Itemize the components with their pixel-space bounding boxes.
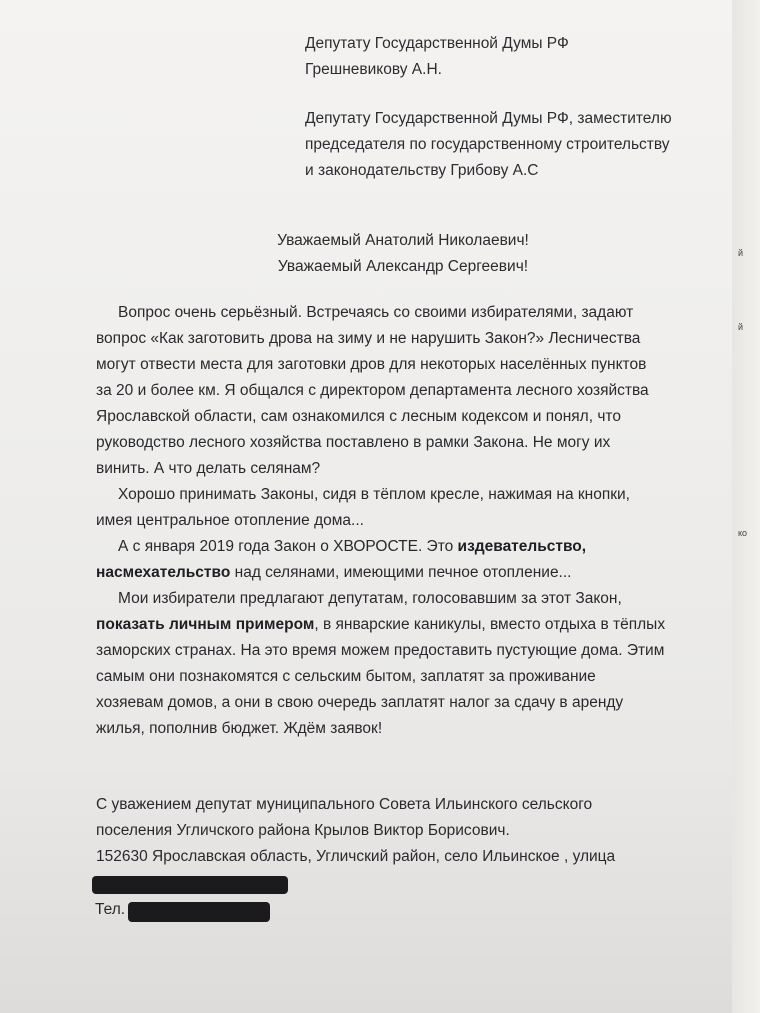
addressee-block-2 (305, 106, 672, 184)
addressee-line: и законодательству Грибову А.С (305, 162, 539, 179)
address-line: 152630 Ярославская область, Угличский район, село Ильинское , улица (96, 848, 616, 865)
body-text-span: А с января 2019 года Закон о ХВОРОСТЕ. Это (118, 538, 458, 555)
background-sheet-edge (732, 0, 760, 1013)
body-line: самым они познакомятся с сельским бытом, заплатят за проживание (96, 668, 596, 685)
body-text-span: , в январские каникулы, вместо отдыха в тёплых (314, 616, 666, 633)
addressee-line: председателя по государственному строительству (305, 136, 670, 153)
paragraph-3 (96, 534, 696, 586)
signature-line: поселения Угличского района Крылов Виктор Борисович. (96, 822, 510, 839)
edge-text-fragment: ко (738, 528, 748, 538)
letter-body (96, 300, 696, 742)
body-line: винить. А что делать селянам? (96, 460, 321, 477)
body-line: Вопрос очень серьёзный. Встречаясь со своими избирателями, задают (118, 304, 634, 321)
body-line: руководство лесного хозяйства поставлено в рамки Закона. Не могу их (96, 434, 611, 451)
paragraph-4 (96, 586, 696, 742)
body-line: Хорошо принимать Законы, сидя в тёплом кресле, нажимая на кнопки, (118, 486, 630, 503)
addressee-line: Депутату Государственной Думы РФ, заместителю (305, 110, 672, 127)
addressee-line: Депутату Государственной Думы РФ (305, 35, 569, 52)
body-line: заморских странах. На это время можем предоставить пустующие дома. Этим (96, 642, 665, 659)
body-line: вопрос «Как заготовить дрова на зиму и не нарушить Закон?» Лесничества (96, 330, 641, 347)
body-line: жилья, пополнив бюджет. Ждём заявок! (96, 720, 383, 737)
signature-block (96, 792, 615, 870)
bold-phrase: издевательство, (457, 538, 587, 555)
body-line: Ярославской области, сам ознакомился с лесным кодексом и понял, что (96, 408, 621, 425)
body-line: за 20 и более км. Я общался с директором департамента лесного хозяйства (96, 382, 649, 399)
redaction-bar-address (92, 876, 288, 894)
salutation (0, 228, 736, 280)
addressee-line: Грешневикову А.Н. (305, 61, 442, 78)
body-line (96, 560, 696, 586)
body-line (96, 534, 696, 560)
edge-text-fragment: й (738, 322, 744, 332)
body-line (96, 612, 696, 638)
body-line: имея центральное отопление дома... (96, 512, 364, 529)
body-line: могут отвести места для заготовки дров для некоторых населённых пунктов (96, 356, 647, 373)
body-text-span: над селянами, имеющими печное отопление... (230, 564, 572, 581)
salutation-line-2: Уважаемый Александр Сергеевич! (277, 258, 529, 275)
signature-line: С уважением депутат муниципального Совета Ильинского сельского (96, 796, 593, 813)
body-line: хозяевам домов, а они в свою очередь заплатят налог за сдачу в аренду (96, 694, 624, 711)
redaction-bar-phone (128, 902, 270, 922)
bold-phrase: насмехательство (96, 564, 231, 581)
paragraph-2 (96, 482, 696, 534)
edge-text-fragment: й (738, 248, 744, 258)
addressee-block-1 (305, 31, 569, 83)
salutation-line-1: Уважаемый Анатолий Николаевич! (277, 232, 529, 249)
bold-phrase: показать личным примером (96, 616, 315, 633)
body-line: Мои избиратели предлагают депутатам, голосовавшим за этот Закон, (118, 590, 622, 607)
phone-label: Тел. (95, 901, 126, 918)
paragraph-1 (96, 300, 696, 482)
